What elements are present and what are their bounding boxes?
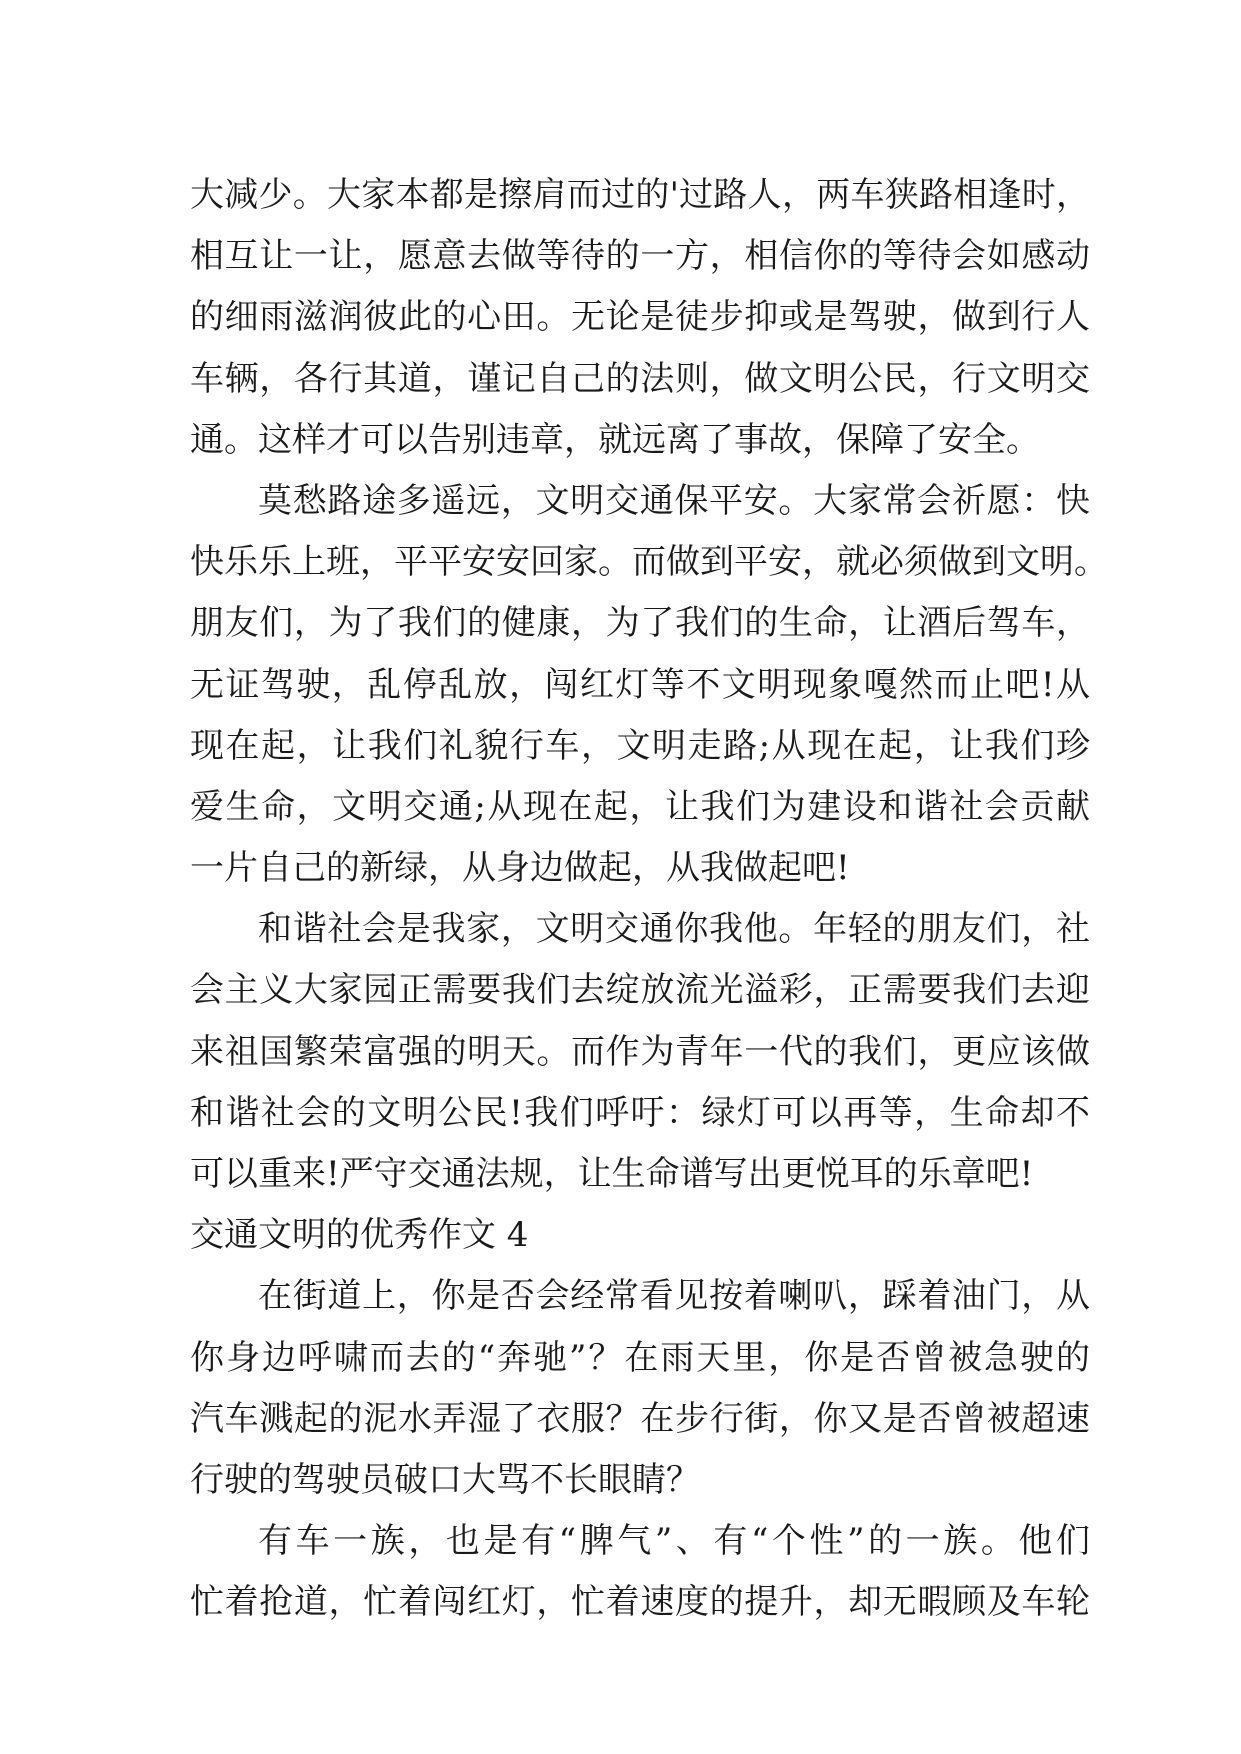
text-line: 忙着抢道，忙着闯红灯，忙着速度的提升，却无暇顾及车轮 — [190, 1582, 1090, 1623]
text-line: 相互让一让，愿意去做等待的一方，相信你的等待会如感动 — [190, 236, 1090, 277]
text-line: 无证驾驶，乱停乱放，闯红灯等不文明现象嘎然而止吧!从 — [190, 664, 1090, 705]
text-line: 来祖国繁荣富强的明天。而作为青年一代的我们，更应该做 — [190, 1031, 1090, 1072]
text-line: 汽车溅起的泥水弄湿了衣服？在步行街，你又是否曾被超速 — [190, 1398, 1090, 1439]
text-line: 爱生命，文明交通;从现在起，让我们为建设和谐社会贡献 — [190, 786, 1090, 827]
text-line: 现在起，让我们礼貌行车，文明走路;从现在起，让我们珍 — [190, 725, 1090, 766]
text-line: 可以重来!严守交通法规，让生命谱写出更悦耳的乐章吧! — [190, 1154, 1034, 1194]
text-line: 行驶的驾驶员破口大骂不长眼睛？ — [190, 1459, 700, 1500]
text-line: 车辆，各行其道，谨记自己的法则，做文明公民，行文明交 — [190, 358, 1090, 399]
text-line: 有车一族，也是有“脾气”、有“个性”的一族。他们 — [258, 1521, 1090, 1562]
text-line: 朋友们，为了我们的健康，为了我们的生命，让酒后驾车， — [190, 603, 1090, 644]
text-line: 和谐社会是我家，文明交通你我他。年轻的朋友们，社 — [258, 909, 1090, 950]
text-line: 在街道上，你是否会经常看见按着喇叭，踩着油门，从 — [258, 1276, 1090, 1317]
text-line: 一片自己的新绿，从身边做起，从我做起吧! — [190, 848, 850, 889]
text-line: 会主义大家园正需要我们去绽放流光溢彩，正需要我们去迎 — [190, 970, 1090, 1011]
text-line: 快乐乐上班，平平安安回家。而做到平安，就必须做到文明。 — [190, 542, 1108, 583]
text-line: 大减少。大家本都是擦肩而过的'过路人，两车狭路相逢时， — [190, 175, 1090, 215]
document-body — [190, 165, 1108, 1634]
section-heading: 交通文明的优秀作文 4 — [190, 1215, 529, 1256]
text-line: 你身边呼啸而去的“奔驰”？在雨天里，你是否曾被急驶的 — [190, 1337, 1090, 1378]
text-line: 的细雨滋润彼此的心田。无论是徒步抑或是驾驶，做到行人 — [190, 297, 1090, 338]
text-line: 通。这样才可以告别违章，就远离了事故，保障了安全。 — [190, 419, 1040, 460]
text-line: 和谐社会的文明公民!我们呼吁：绿灯可以再等，生命却不 — [190, 1092, 1090, 1133]
text-line: 莫愁路途多遥远，文明交通保平安。大家常会祈愿：快 — [258, 480, 1090, 521]
